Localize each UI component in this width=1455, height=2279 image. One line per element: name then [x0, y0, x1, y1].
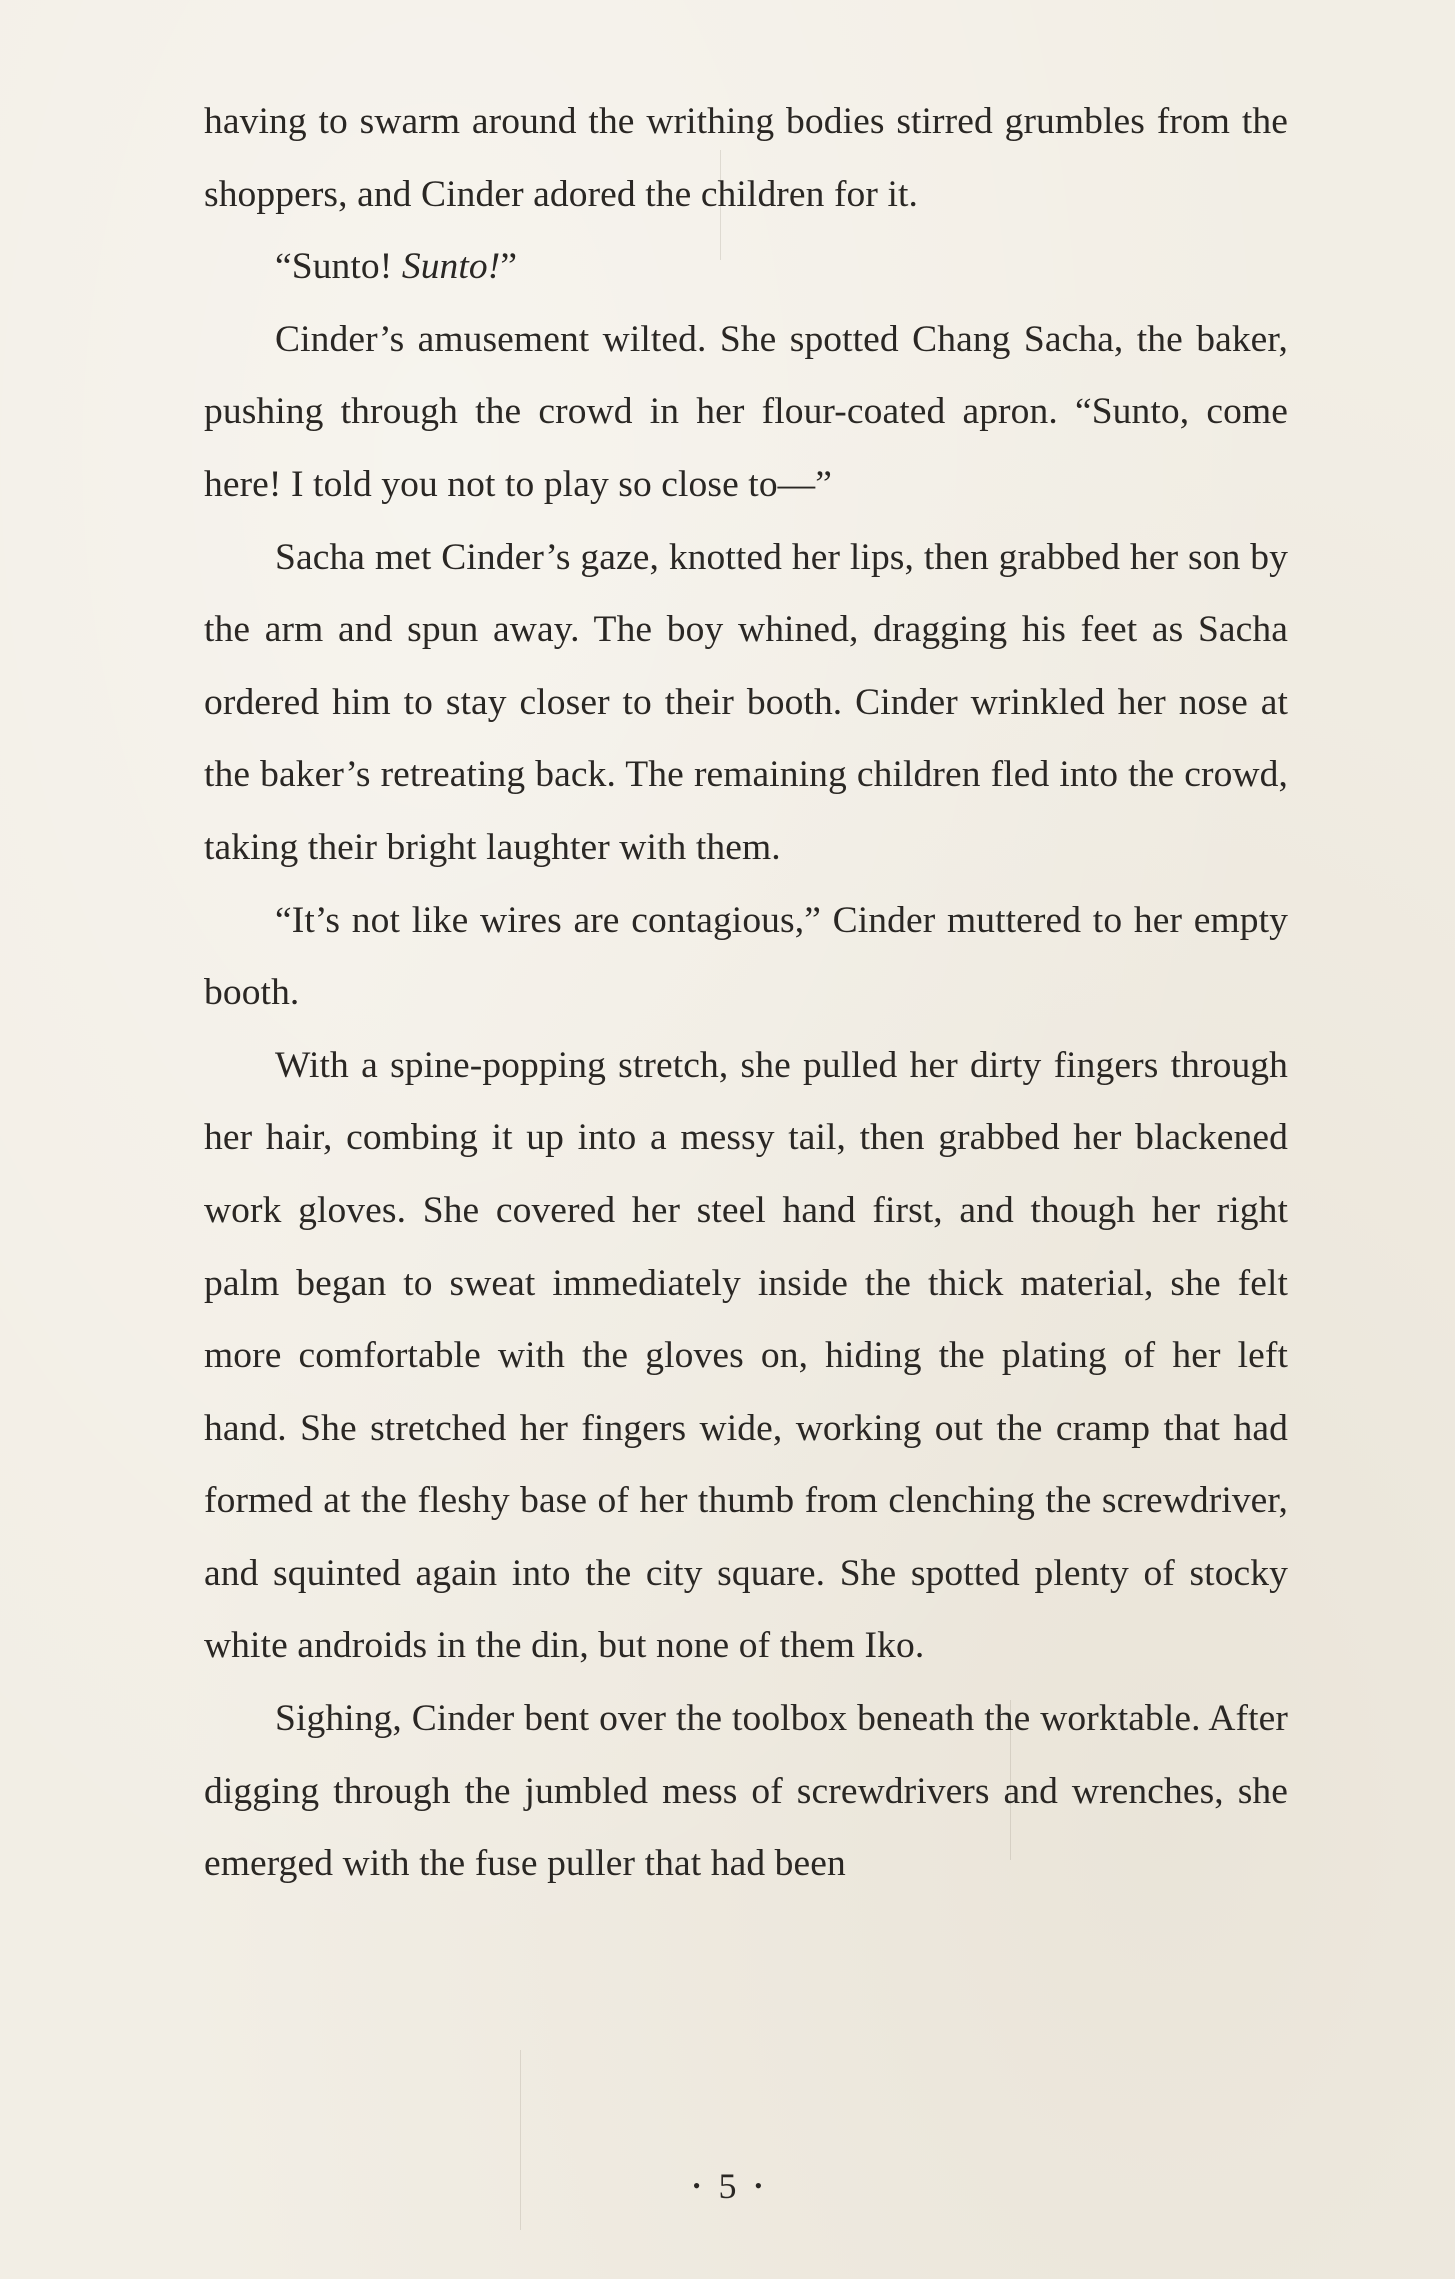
paragraph-4 — [204, 522, 1288, 885]
paragraph-2-text-after: ” — [500, 246, 518, 288]
paragraph-6 — [204, 1030, 1288, 1683]
paragraph-7-text: Sighing, Cinder bent over the toolbox beneath the worktable. After digging through the jumbled mess of screwdrivers and wrenches, she emerged with the fuse puller that had been — [204, 1698, 1288, 1885]
paragraph-3-text: Cinder’s amusement wilted. She spotted Chang Sacha, the baker, pushing through the crowd in her flour-coated apron. “Sunto, come here! I told you not to play so close to—” — [204, 318, 1288, 505]
page-number: 5 — [718, 2166, 737, 2206]
paragraph-1-text: having to swarm around the writhing bodies stirred grumbles from the shoppers, and Cinder adored the children for it. — [204, 101, 1288, 215]
paragraph-3 — [204, 304, 1288, 522]
paragraph-2-text-before: “Sunto! — [275, 246, 402, 288]
paragraph-2-italic: Sunto! — [401, 246, 501, 288]
paragraph-2 — [204, 231, 1288, 304]
paragraph-1 — [204, 86, 1288, 231]
page-ornament-left: • — [692, 2172, 701, 2198]
body-text — [204, 86, 1288, 1901]
paragraph-5 — [204, 885, 1288, 1030]
paragraph-4-text: Sacha met Cinder’s gaze, knotted her lips, then grabbed her son by the arm and spun away. The boy whined, dragging his feet as Sacha ordered him to stay closer to their booth. Cinder wrinkled her nose at the baker’s retreating back. The remaining children fled into the crowd, taking their bright laughter with them. — [204, 536, 1288, 868]
paragraph-7 — [204, 1683, 1288, 1901]
paragraph-5-text: “It’s not like wires are contagious,” Cinder muttered to her empty booth. — [204, 899, 1288, 1014]
page-number-footer — [0, 2164, 1455, 2212]
paragraph-6-text: With a spine-popping stretch, she pulled her dirty fingers through her hair, combing it up into a messy tail, then grabbed her blackened work gloves. She covered her steel hand first, and though her right palm began to sweat immediately inside the thick material, she felt more comfortable with the gloves on, hiding the plating of her left hand. She stretched her fingers wide, working out the cramp that had formed at the fleshy base of her thumb from clenching the screwdriver, and squinted again into the city square. She spotted plenty of stocky white androids in the din, but none of them Iko. — [204, 1044, 1288, 1667]
page-ornament-right: • — [754, 2172, 763, 2198]
